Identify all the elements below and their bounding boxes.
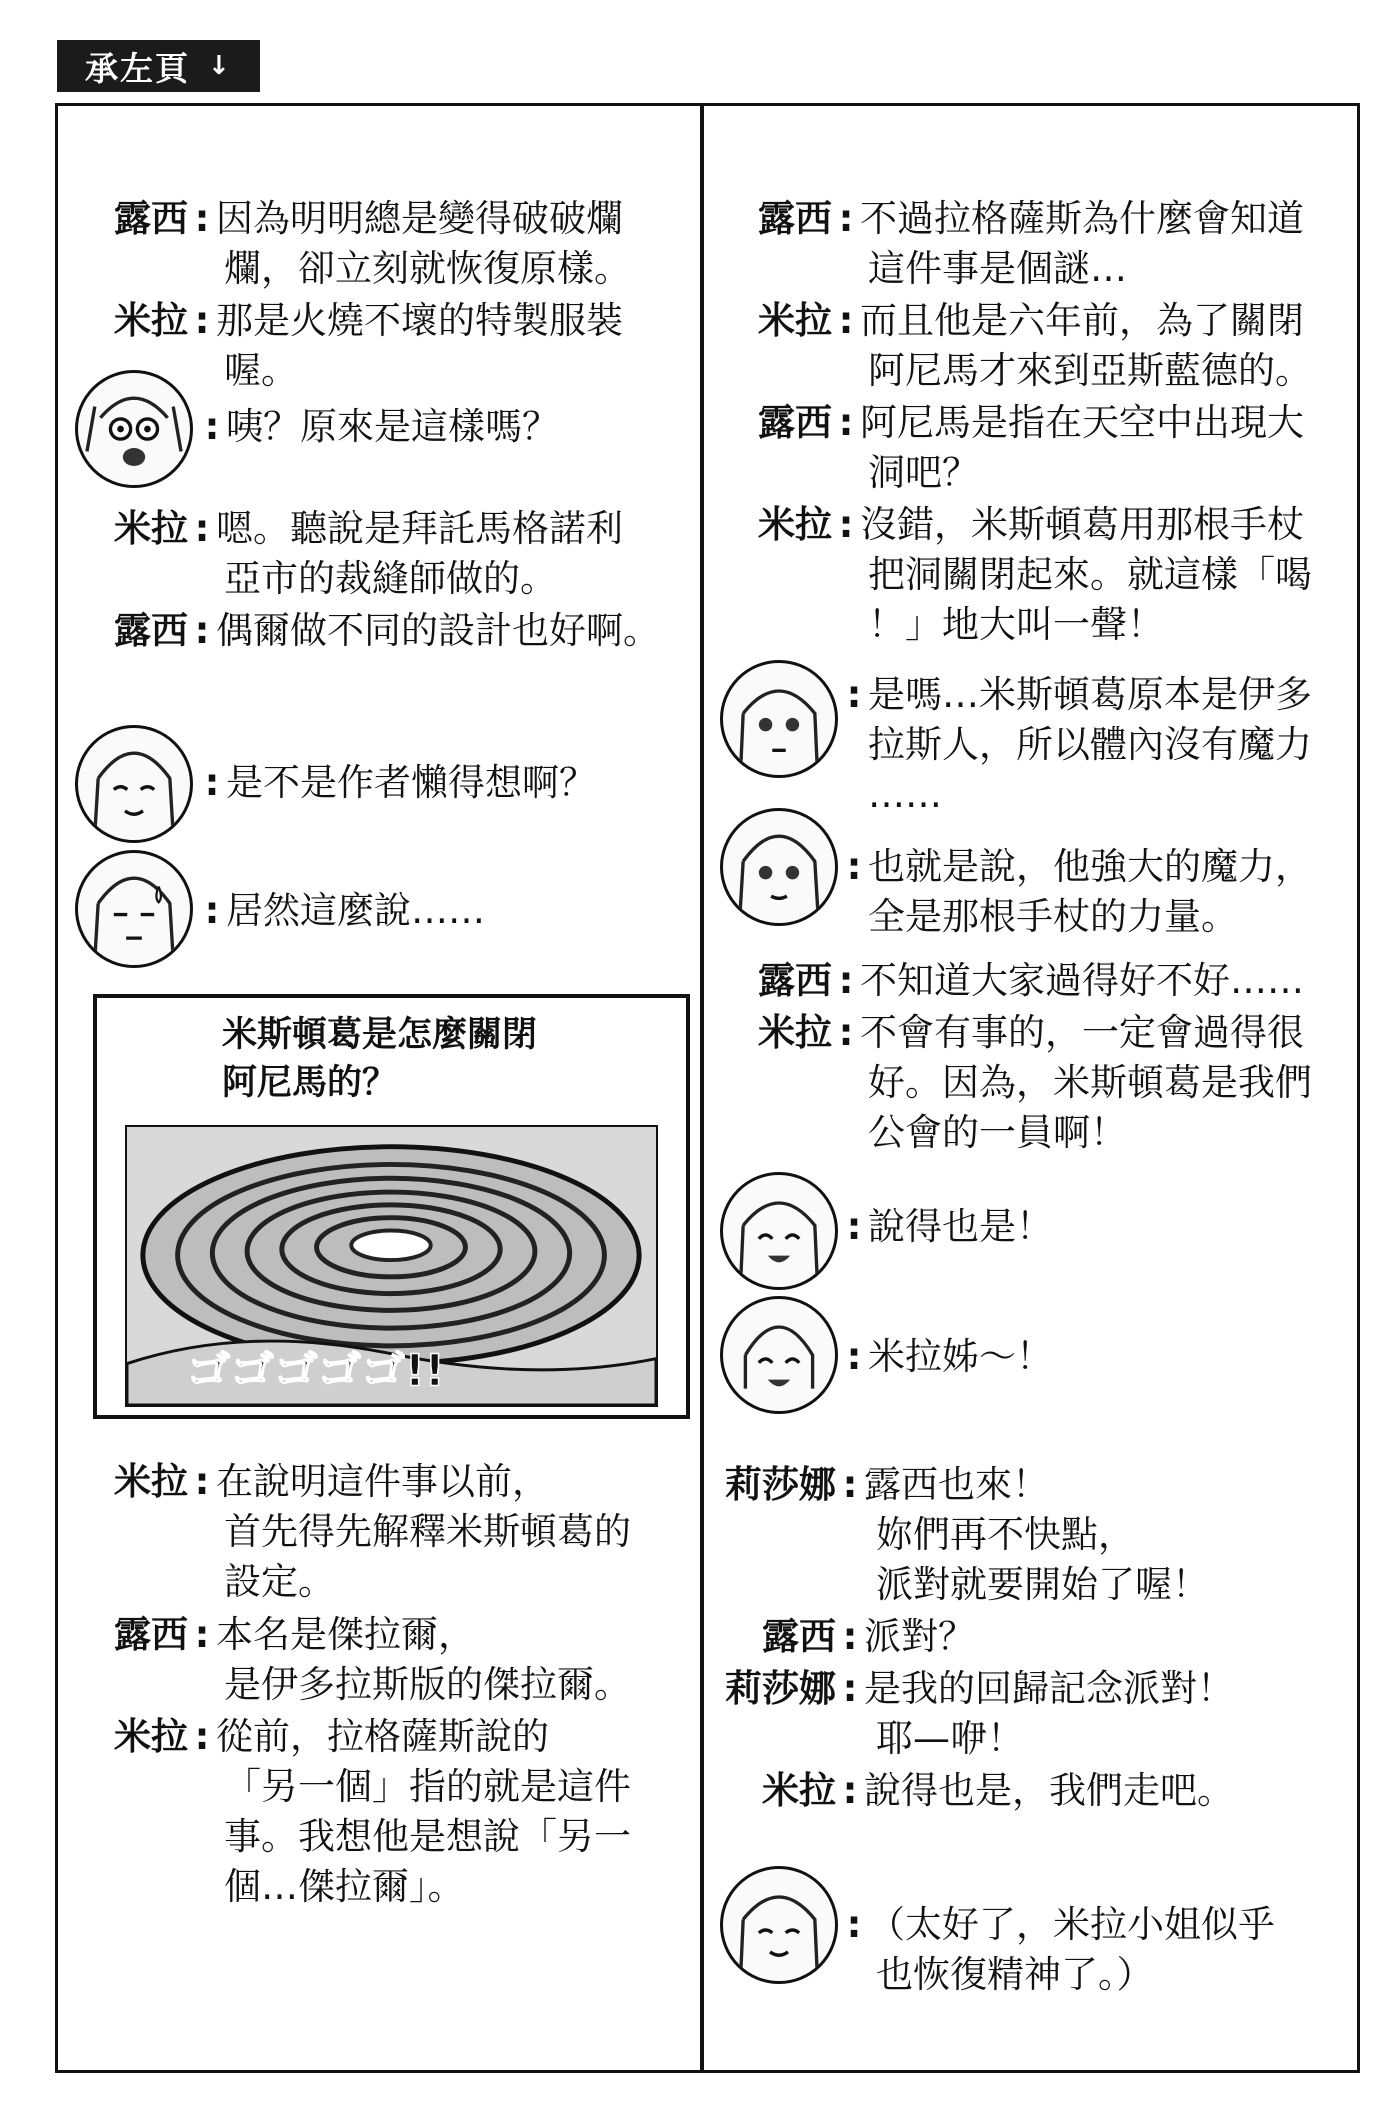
- dialogue-text: 說得也是，我們走吧。: [864, 1769, 1234, 1812]
- dialogue-line: : 是不是作者懶得想啊？: [198, 758, 596, 808]
- speaker-name: 米拉: [114, 1715, 188, 1758]
- dialogue-line: 露西 : 不過拉格薩斯為什麼會知道: [744, 194, 1304, 244]
- dialogue-line: 米拉 : 而且他是六年前，為了關閉: [744, 296, 1304, 346]
- dialogue-text-continued: 好。因為，米斯頓葛是我們: [868, 1061, 1312, 1104]
- dialogue-line: 莉莎娜 : 是我的回歸記念派對！: [714, 1664, 1234, 1714]
- speaker-name: 米拉: [114, 299, 188, 342]
- dialogue-text-continued: 個…傑拉爾」。: [224, 1865, 465, 1908]
- dialogue-text-continued: 喔。: [224, 349, 298, 392]
- dialogue-text-continued: 首先得先解釋米斯頓葛的: [224, 1510, 631, 1553]
- dialogue-text-continued: 洞吧？: [868, 451, 979, 494]
- dialogue-text-continued: 派對就要開始了喔！: [876, 1563, 1209, 1606]
- continued-from-left-page-tab: [57, 40, 260, 92]
- dialogue-line: 米拉 : 不會有事的，一定會過得很: [744, 1008, 1304, 1058]
- dialogue-text: 因為明明總是變得破破爛: [216, 197, 623, 240]
- dialogue-line: : 咦？原來是這樣嗎？: [198, 402, 559, 452]
- dialogue-line: 莉莎娜 : 露西也來！: [714, 1460, 1049, 1510]
- dialogue-line: 米拉 : 在說明這件事以前，: [100, 1457, 549, 1507]
- dialogue-text: 而且他是六年前，為了關閉: [860, 299, 1304, 342]
- dialogue-text: 派對？: [864, 1615, 975, 1658]
- dialogue-text: 嗯。聽說是拜託馬格諾利: [216, 507, 623, 550]
- dialogue-text: 阿尼馬是指在天空中出現大: [860, 401, 1304, 444]
- header-label: 承左頁: [85, 48, 190, 88]
- speaker-name: 米拉: [114, 507, 188, 550]
- dialogue-line: 米拉 : 嗯。聽說是拜託馬格諾利: [100, 504, 623, 554]
- sound-effect-text: ゴゴゴゴゴ!!: [186, 1346, 445, 1397]
- speaker-name: 露西: [758, 197, 832, 240]
- down-arrow-icon: ↓: [208, 51, 232, 81]
- dialogue-text-continued: 這件事是個謎…: [868, 247, 1127, 290]
- dialogue-text-continued: 「另一個」指的就是這件: [224, 1765, 631, 1808]
- dialogue-line: : 說得也是！: [840, 1202, 1053, 1252]
- speaker-name: 露西: [114, 1613, 188, 1656]
- speaker-name: 莉莎娜: [725, 1463, 836, 1506]
- speaker-name: 露西: [114, 609, 188, 652]
- dialogue-line: 露西 : 本名是傑拉爾，: [100, 1610, 475, 1660]
- dialogue-text: 是我的回歸記念派對！: [864, 1667, 1234, 1710]
- dialogue-line: 露西 : 阿尼馬是指在天空中出現大: [744, 398, 1304, 448]
- info-box-title-line: 阿尼馬的？: [222, 1063, 398, 1103]
- speaker-name: 米拉: [758, 1011, 832, 1054]
- dialogue-text-continued: 事。我想他是想說「另一: [224, 1815, 631, 1858]
- dialogue-text-continued: ……: [868, 773, 942, 816]
- dialogue-text-continued: 爛，卻立刻就恢復原樣。: [224, 247, 631, 290]
- dialogue-text: 偶爾做不同的設計也好啊。: [216, 609, 660, 652]
- dialogue-text: 是嗎…米斯頓葛原本是伊多: [868, 673, 1312, 716]
- dialogue-text: 沒錯，米斯頓葛用那根手杖: [860, 503, 1304, 546]
- dialogue-line: : 米拉姊～！: [840, 1332, 1053, 1382]
- speaker-name: 露西: [758, 959, 832, 1002]
- dialogue-text: 不過拉格薩斯為什麼會知道: [860, 197, 1304, 240]
- speaker-name: 露西: [762, 1615, 836, 1658]
- dialogue-text-continued: 亞市的裁縫師做的。: [224, 557, 557, 600]
- dialogue-text: 咦？原來是這樣嗎？: [226, 405, 559, 448]
- lisanna-face-icon: [720, 1296, 838, 1414]
- dialogue-text: 是不是作者懶得想啊？: [226, 761, 596, 804]
- dialogue-text: 米拉姊～！: [868, 1335, 1053, 1378]
- mira-sweatdrop-face-icon: [75, 850, 193, 968]
- speaker-name: 米拉: [114, 1460, 188, 1503]
- dialogue-text: 本名是傑拉爾，: [216, 1613, 475, 1656]
- dialogue-text: （太好了，米拉小姐似乎: [868, 1903, 1275, 1946]
- dialogue-text-continued: 是伊多拉斯版的傑拉爾。: [224, 1663, 631, 1706]
- speaker-name: 米拉: [758, 503, 832, 546]
- lucy-surprised-face-icon: [75, 370, 193, 488]
- speaker-name: 米拉: [758, 299, 832, 342]
- dialogue-text-continued: 把洞關閉起來。就這樣「喝: [868, 553, 1312, 596]
- dialogue-text-continued: 拉斯人，所以體內沒有魔力: [868, 723, 1312, 766]
- dialogue-text: 不知道大家過得好不好……: [860, 959, 1304, 1002]
- info-box-title-line: 米斯頓葛是怎麼關閉: [222, 1015, 538, 1055]
- dialogue-text: 也就是說，他強大的魔力，: [868, 845, 1312, 888]
- dialogue-line: 露西 : 偶爾做不同的設計也好啊。: [100, 606, 660, 656]
- dialogue-text-continued: 設定。: [224, 1560, 335, 1603]
- dialogue-text: 不會有事的，一定會過得很: [860, 1011, 1304, 1054]
- dialogue-text: 居然這麼說……: [226, 889, 485, 932]
- dialogue-text: 露西也來！: [864, 1463, 1049, 1506]
- dialogue-text-continued: 耶—咿！: [876, 1717, 1024, 1760]
- dialogue-text-continued: 公會的一員啊！: [868, 1111, 1127, 1154]
- dialogue-text: 那是火燒不壞的特製服裝: [216, 299, 623, 342]
- anima-vortex-illustration: [125, 1125, 658, 1407]
- dialogue-line: 露西 : 不知道大家過得好不好……: [744, 956, 1304, 1006]
- dialogue-text-continued: 阿尼馬才來到亞斯藍德的。: [868, 349, 1312, 392]
- dialogue-text-continued: ！」地大叫一聲！: [868, 603, 1164, 646]
- dialogue-line: 米拉 : 那是火燒不壞的特製服裝: [100, 296, 623, 346]
- dialogue-line: : 也就是說，他強大的魔力，: [840, 842, 1312, 892]
- dialogue-line: : （太好了，米拉小姐似乎: [840, 1900, 1275, 1950]
- mira-face-icon: [720, 808, 838, 926]
- dialogue-text-continued: 全是那根手杖的力量。: [868, 895, 1238, 938]
- column-divider: [700, 103, 704, 2073]
- dialogue-text-continued: 妳們再不快點，: [876, 1513, 1135, 1556]
- dialogue-text: 在說明這件事以前，: [216, 1460, 549, 1503]
- mira-smiling-face-icon: [75, 725, 193, 843]
- dialogue-text: 說得也是！: [868, 1205, 1053, 1248]
- dialogue-line: 米拉 : 說得也是，我們走吧。: [714, 1766, 1234, 1816]
- speaker-name: 米拉: [762, 1769, 836, 1812]
- dialogue-line: 露西 : 因為明明總是變得破破爛: [100, 194, 623, 244]
- speaker-name: 莉莎娜: [725, 1667, 836, 1710]
- dialogue-line: : 是嗎…米斯頓葛原本是伊多: [840, 670, 1312, 720]
- speaker-name: 露西: [114, 197, 188, 240]
- dialogue-text: 從前，拉格薩斯說的: [216, 1715, 549, 1758]
- dialogue-line: : 居然這麼說……: [198, 886, 485, 936]
- lucy-relieved-face-icon: [720, 1866, 838, 1984]
- dialogue-line: 露西 : 派對？: [714, 1612, 975, 1662]
- dialogue-text-continued: 也恢復精神了。）: [876, 1953, 1154, 1996]
- info-box-title: [222, 1011, 537, 1107]
- lucy-thinking-face-icon: [720, 660, 838, 778]
- lucy-happy-face-icon: [720, 1172, 838, 1290]
- dialogue-line: 米拉 : 沒錯，米斯頓葛用那根手杖: [744, 500, 1304, 550]
- speaker-name: 露西: [758, 401, 832, 444]
- dialogue-line: 米拉 : 從前，拉格薩斯說的: [100, 1712, 549, 1762]
